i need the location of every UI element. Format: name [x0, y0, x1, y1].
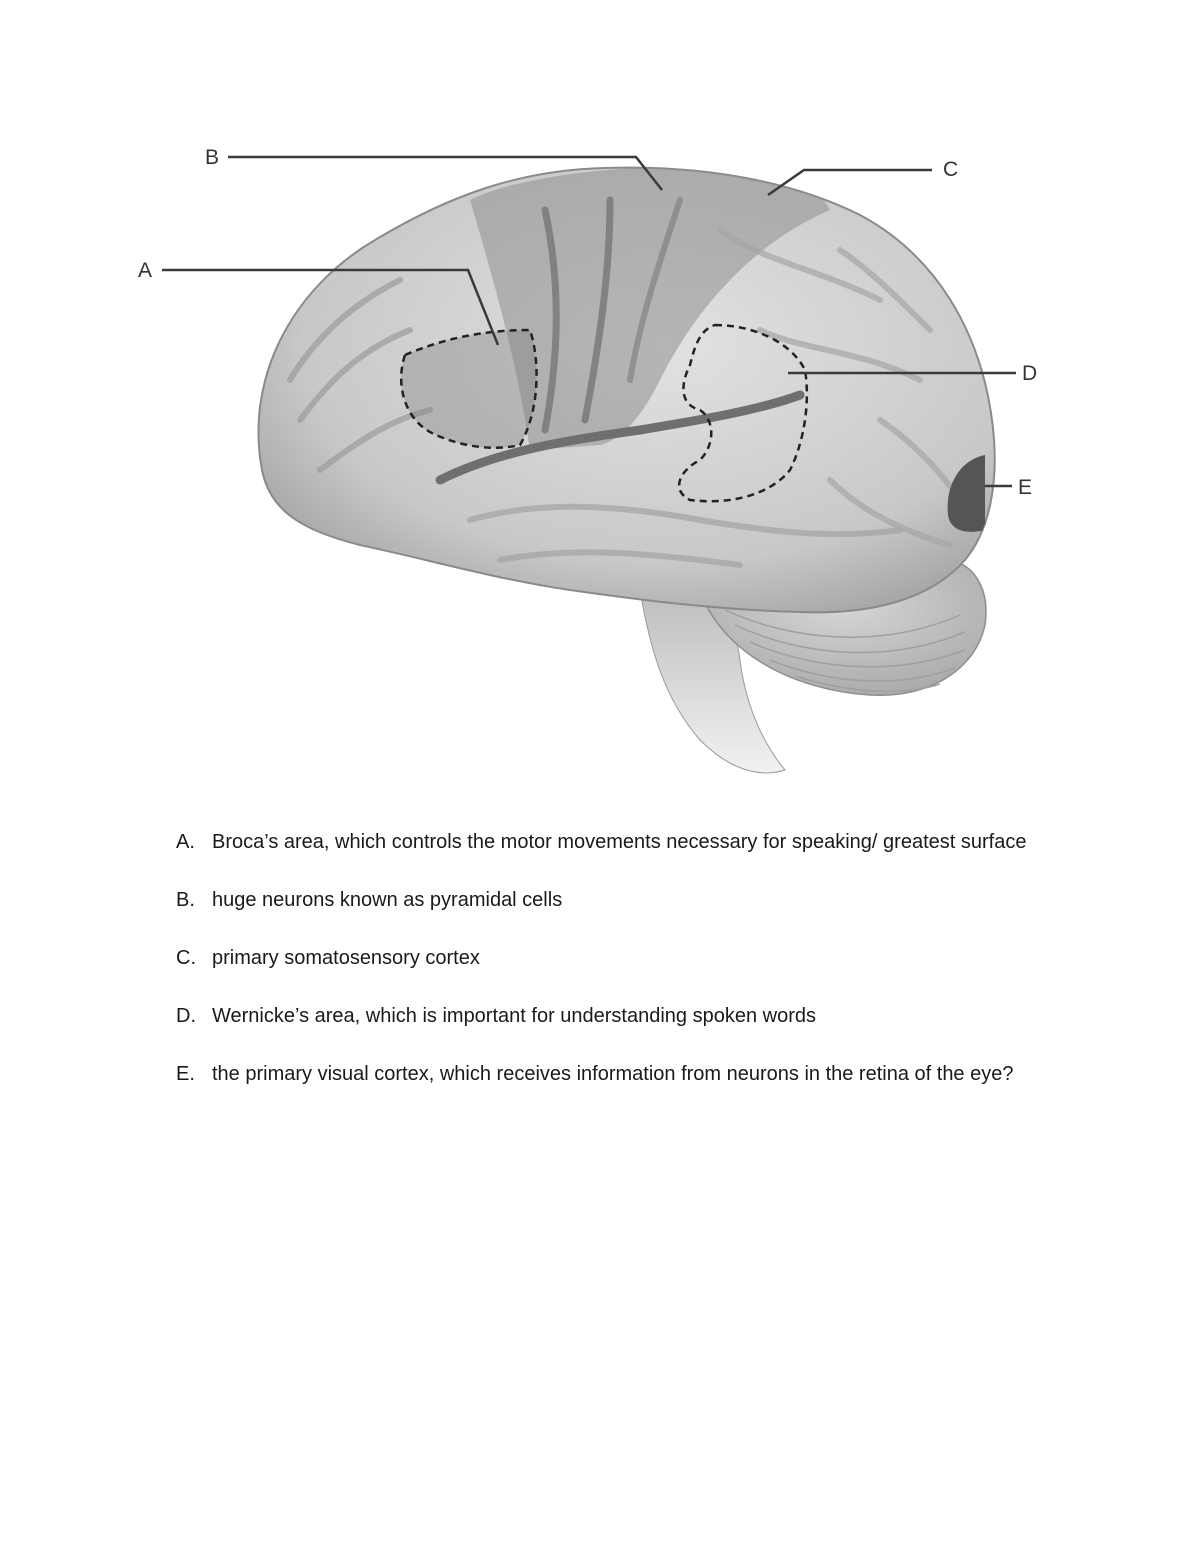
answer-text: Broca’s area, which controls the motor movements necessary for speaking/ greatest surface	[212, 831, 1027, 853]
answer-text: huge neurons known as pyramidal cells	[212, 889, 563, 911]
callout-b: B	[205, 146, 220, 169]
callout-c: C	[943, 158, 959, 181]
callout-e: E	[1018, 476, 1033, 499]
answer-item-a	[176, 828, 1056, 856]
answer-item-b	[176, 886, 1056, 914]
answer-text: primary somatosensory cortex	[212, 947, 480, 969]
answer-item-d	[176, 1002, 1056, 1030]
answer-item-e	[176, 1060, 1056, 1088]
answer-marker: E.	[176, 1063, 195, 1085]
answer-item-c	[176, 944, 1056, 972]
callout-d: D	[1022, 362, 1038, 385]
answer-marker: A.	[176, 831, 195, 853]
answer-text: Wernicke’s area, which is important for understanding spoken words	[212, 1005, 817, 1027]
answer-marker: C.	[176, 947, 196, 969]
callout-a: A	[138, 259, 153, 282]
answer-text: the primary visual cortex, which receives information from neurons in the retina of the eye?	[212, 1063, 1014, 1085]
answer-marker: D.	[176, 1005, 196, 1027]
answer-list	[176, 828, 1056, 1118]
answer-marker: B.	[176, 889, 195, 911]
cerebrum	[258, 167, 994, 613]
